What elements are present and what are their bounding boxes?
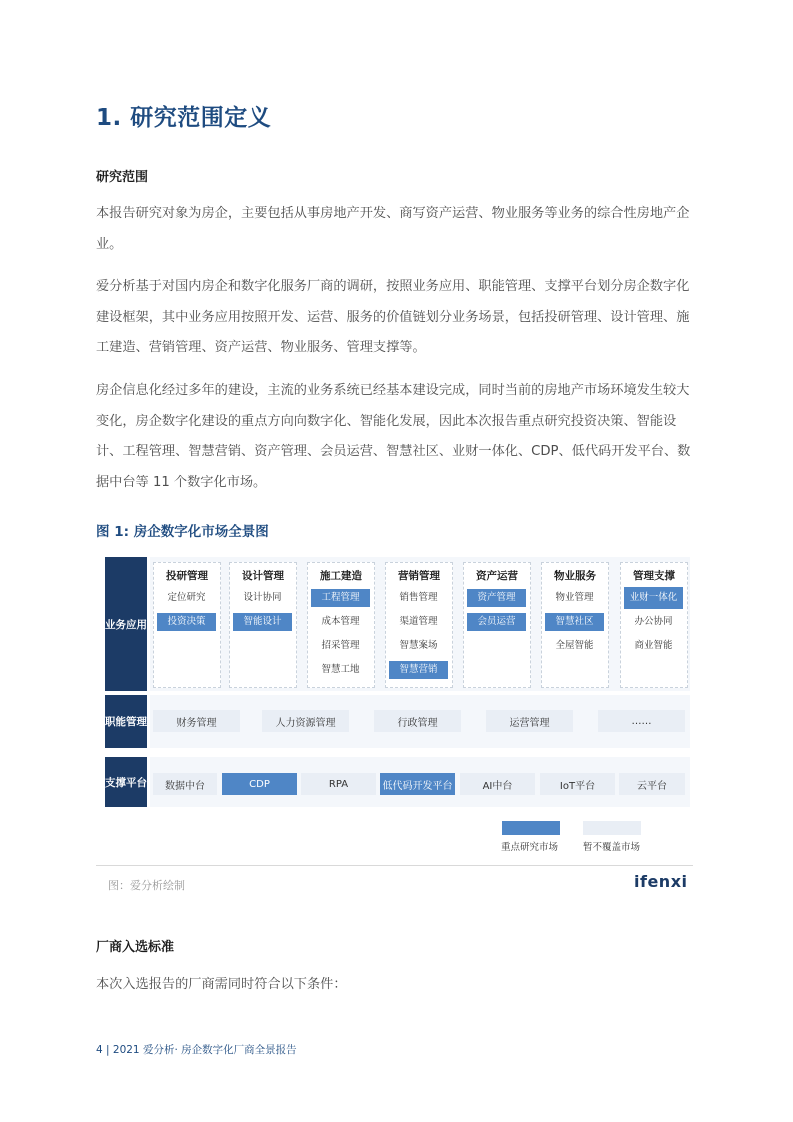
scope-paragraph-1: 本报告研究对象为房企，主要包括从事房地产开发、商写资产运营、物业服务等业务的综合性房地产企业。 xyxy=(96,206,690,252)
market-cell: 智慧案场 xyxy=(389,637,448,655)
platform-cell: 数据中台 xyxy=(153,773,217,795)
market-cell: 工程管理 xyxy=(311,589,370,607)
market-cell: 设计协同 xyxy=(233,589,292,607)
function-cell: 财务管理 xyxy=(153,710,240,732)
platform-cell: RPA xyxy=(301,773,376,795)
figure-divider xyxy=(96,865,693,866)
legend-key-swatch xyxy=(502,821,560,835)
column-title: 物业服务 xyxy=(554,570,596,582)
column-title: 施工建造 xyxy=(320,570,362,582)
market-cell: 招采管理 xyxy=(311,637,370,655)
scope-paragraph-3: 房企信息化经过多年的建设，主流的业务系统已经基本建设完成，同时当前的房地产市场环境发生较大变化，房企数字化建设的重点方向向数字化、智能化发展，因此本次报告重点研究投资决策、智能设计、工程管理、智慧营销、资产管理、会员运营、智慧社区、业财一体化、CDP、低代码开发平台、数据中台等 11 个数字化市场。 xyxy=(96,383,691,490)
market-cell: 商业智能 xyxy=(624,637,683,655)
ifenxi-logo: ifenxi xyxy=(634,872,688,891)
market-cell: 智慧营销 xyxy=(389,661,448,679)
band-label-function: 职能管理 xyxy=(105,695,147,748)
band-label-platform: 支撑平台 xyxy=(105,757,147,807)
function-cell: 行政管理 xyxy=(374,710,461,732)
market-cell: 投资决策 xyxy=(157,613,216,631)
market-cell: 渠道管理 xyxy=(389,613,448,631)
function-cell: 人力资源管理 xyxy=(262,710,349,732)
figure-caption: 图：爱分析绘制 xyxy=(108,879,185,892)
vendor-heading: 厂商入选标准 xyxy=(96,940,175,955)
scope-paragraph-2: 爱分析基于对国内房企和数字化服务厂商的调研，按照业务应用、职能管理、支撑平台划分房企数字化建设框架，其中业务应用按照开发、运营、服务的价值链划分业务场景，包括投研管理、设计管理、施工建造、营销管理、资产运营、物业服务、管理支撑等。 xyxy=(96,279,690,355)
page-footer: 4 | 2021 爱分析· 房企数字化厂商全景报告 xyxy=(96,1044,297,1056)
column-title: 管理支撑 xyxy=(633,570,675,582)
market-cell: 全屋智能 xyxy=(545,637,604,655)
market-cell: 物业管理 xyxy=(545,589,604,607)
market-cell: 智慧社区 xyxy=(545,613,604,631)
column-title: 投研管理 xyxy=(166,570,208,582)
platform-cell: 低代码开发平台 xyxy=(380,773,455,795)
market-cell: 资产管理 xyxy=(467,589,526,607)
market-cell: 办公协同 xyxy=(624,613,683,631)
legend-other-label: 暂不覆盖市场 xyxy=(583,842,641,853)
platform-cell: AI中台 xyxy=(460,773,535,795)
function-cell: 运营管理 xyxy=(486,710,573,732)
band-label-business: 业务应用 xyxy=(105,557,147,691)
market-cell: 定位研究 xyxy=(157,589,216,607)
scope-heading: 研究范围 xyxy=(96,170,149,185)
column-title: 设计管理 xyxy=(242,570,284,582)
vendor-intro: 本次入选报告的厂商需同时符合以下条件： xyxy=(96,977,347,992)
page-title: 1. 研究范围定义 xyxy=(96,105,272,131)
market-cell: 业财一体化 xyxy=(624,587,683,609)
legend-key-label: 重点研究市场 xyxy=(501,842,559,853)
legend-other-swatch xyxy=(583,821,641,835)
market-cell: 成本管理 xyxy=(311,613,370,631)
column-title: 资产运营 xyxy=(476,570,518,582)
figure-title: 图 1: 房企数字化市场全景图 xyxy=(96,524,269,540)
market-cell: 会员运营 xyxy=(467,613,526,631)
market-cell: 智慧工地 xyxy=(311,661,370,679)
platform-cell: CDP xyxy=(222,773,297,795)
platform-cell: 云平台 xyxy=(619,773,685,795)
market-cell: 销售管理 xyxy=(389,589,448,607)
market-cell: 智能设计 xyxy=(233,613,292,631)
column-title: 营销管理 xyxy=(398,570,440,582)
platform-cell: IoT平台 xyxy=(540,773,615,795)
function-cell: …… xyxy=(598,710,685,732)
